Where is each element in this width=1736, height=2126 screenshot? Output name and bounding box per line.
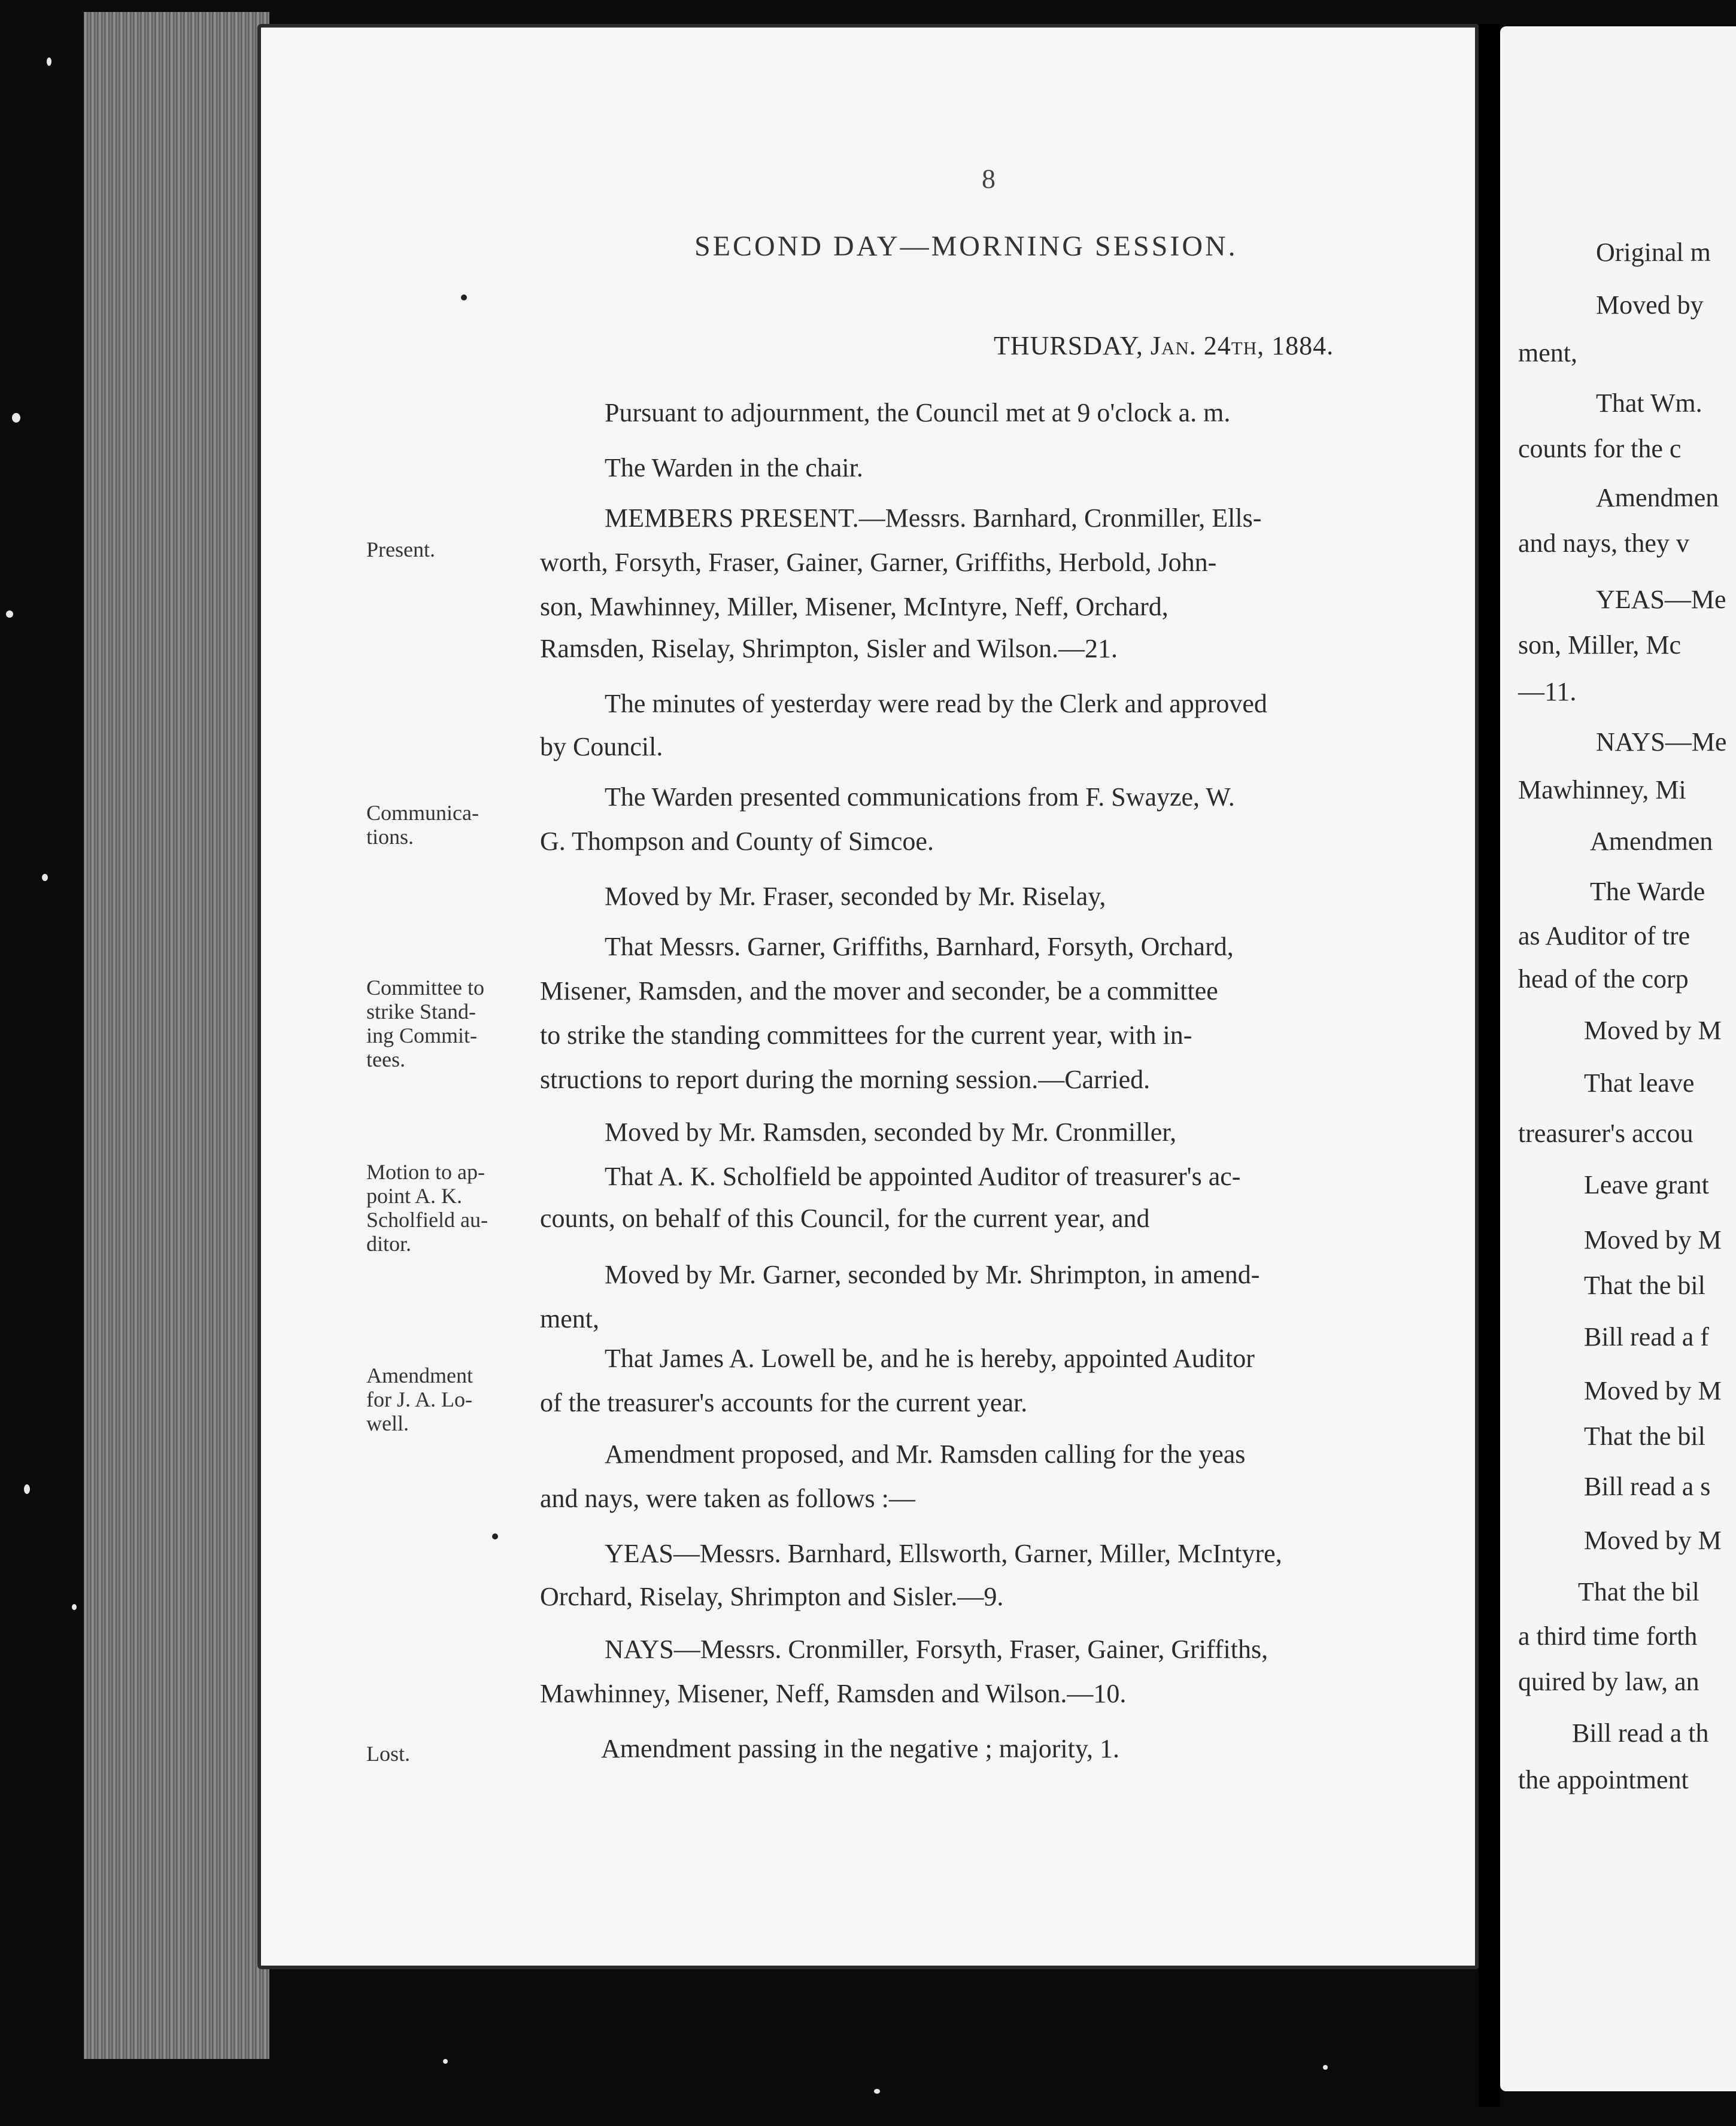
- right-line: Moved by M: [1584, 1016, 1722, 1045]
- body-line: counts, on behalf of this Council, for the current year, and: [540, 1204, 1150, 1233]
- right-line: Mawhinney, Mi: [1518, 775, 1686, 804]
- right-line: That the bil: [1584, 1422, 1705, 1451]
- ink-dot: [461, 294, 467, 300]
- body-line: The Warden in the chair.: [605, 453, 863, 482]
- body-line: ment,: [540, 1304, 599, 1334]
- body-line: Pursuant to adjournment, the Council met at 9 o'clock a. m.: [605, 398, 1231, 427]
- speck: [72, 1604, 77, 1610]
- page-number: 8: [982, 163, 996, 194]
- body-line: of the treasurer's accounts for the current year.: [540, 1388, 1028, 1417]
- right-line: Original m: [1596, 238, 1711, 267]
- ink-dot: [492, 1533, 498, 1539]
- body-line: MEMBERS PRESENT.—Messrs. Barnhard, Cronmiller, Ells-: [605, 503, 1262, 533]
- speck: [443, 2059, 448, 2064]
- body-line: The minutes of yesterday were read by the Clerk and approved: [605, 689, 1267, 718]
- right-line: head of the corp: [1518, 964, 1689, 994]
- body-line: Moved by Mr. Fraser, seconded by Mr. Riselay,: [605, 882, 1106, 911]
- date-line: THURSDAY, Jan. 24th, 1884.: [994, 331, 1334, 360]
- right-line: son, Miller, Mc: [1518, 630, 1681, 660]
- body-line: and nays, were taken as follows :—: [540, 1484, 915, 1513]
- body-line: structions to report during the morning session.—Carried.: [540, 1065, 1151, 1094]
- margin-note-lost: Lost.: [366, 1742, 411, 1766]
- right-line: Bill read a th: [1572, 1718, 1709, 1748]
- body-line: That Messrs. Garner, Griffiths, Barnhard, Forsyth, Orchard,: [605, 932, 1234, 961]
- right-line: as Auditor of tre: [1518, 921, 1691, 950]
- speck: [874, 2089, 880, 2094]
- margin-note-committee: Committee to strike Stand- ing Commit- tees.: [366, 976, 484, 1071]
- body-line: Amendment proposed, and Mr. Ramsden calling for the yeas: [605, 1439, 1246, 1469]
- right-line: the appointment: [1518, 1765, 1689, 1794]
- body-line: YEAS—Messrs. Barnhard, Ellsworth, Garner, Miller, McIntyre,: [605, 1539, 1282, 1568]
- right-line: Amendmen: [1590, 827, 1713, 856]
- body-line: Ramsden, Riselay, Shrimpton, Sisler and Wilson.—21.: [540, 634, 1118, 663]
- right-line: a third time forth: [1518, 1621, 1698, 1651]
- body-line: Amendment passing in the negative ; majority, 1.: [601, 1734, 1119, 1763]
- right-line: counts for the c: [1518, 434, 1682, 463]
- body-line: That A. K. Scholfield be appointed Auditor of treasurer's ac-: [605, 1162, 1241, 1191]
- body-line: worth, Forsyth, Fraser, Gainer, Garner, Griffiths, Herbold, John-: [540, 548, 1217, 577]
- margin-note-motion: Motion to ap- point A. K. Scholfield au- ditor.: [366, 1160, 488, 1256]
- body-line: Orchard, Riselay, Shrimpton and Sisler.—9.: [540, 1582, 1004, 1611]
- body-line: to strike the standing committees for the current year, with in-: [540, 1021, 1192, 1050]
- margin-note-communications: Communica- tions.: [366, 801, 479, 849]
- right-line: That leave: [1584, 1068, 1695, 1098]
- speck: [12, 413, 20, 423]
- right-line: —11.: [1518, 677, 1577, 706]
- body-line: Mawhinney, Misener, Neff, Ramsden and Wilson.—10.: [540, 1679, 1127, 1708]
- body-line: Moved by Mr. Garner, seconded by Mr. Shrimpton, in amend-: [605, 1260, 1260, 1289]
- speck: [42, 874, 48, 881]
- body-line: That James A. Lowell be, and he is hereby, appointed Auditor: [605, 1344, 1255, 1373]
- right-line: quired by law, an: [1518, 1667, 1699, 1696]
- right-line: Bill read a f: [1584, 1322, 1709, 1351]
- right-line: and nays, they v: [1518, 529, 1689, 558]
- right-line: The Warde: [1590, 877, 1705, 906]
- right-line: Bill read a s: [1584, 1472, 1711, 1501]
- speck: [6, 611, 13, 618]
- body-line: G. Thompson and County of Simcoe.: [540, 827, 934, 856]
- running-title: SECOND DAY—MORNING SESSION.: [694, 230, 1238, 262]
- speck: [1323, 2065, 1328, 2070]
- margin-note-present: Present.: [366, 537, 435, 561]
- speck: [47, 57, 51, 66]
- body-line: NAYS—Messrs. Cronmiller, Forsyth, Fraser, Gainer, Griffiths,: [605, 1635, 1268, 1664]
- right-line: Moved by M: [1584, 1376, 1722, 1405]
- right-line: YEAS—Me: [1596, 585, 1726, 614]
- right-line: That the bil: [1578, 1577, 1699, 1606]
- right-line: ment,: [1518, 338, 1577, 368]
- right-line: Moved by M: [1584, 1526, 1722, 1555]
- body-line: by Council.: [540, 732, 663, 761]
- right-line: Moved by: [1596, 290, 1704, 320]
- right-line: treasurer's accou: [1518, 1119, 1693, 1148]
- body-line: Moved by Mr. Ramsden, seconded by Mr. Cronmiller,: [605, 1117, 1177, 1147]
- body-line: Misener, Ramsden, and the mover and seconder, be a committee: [540, 976, 1218, 1006]
- right-page: [1500, 26, 1736, 2091]
- right-line: Leave grant: [1584, 1170, 1709, 1199]
- body-line: son, Mawhinney, Miller, Misener, McIntyre, Neff, Orchard,: [540, 592, 1169, 621]
- right-line: That the bil: [1584, 1271, 1705, 1300]
- body-line: The Warden presented communications from F. Swayze, W.: [605, 782, 1235, 812]
- book-spine: [1479, 24, 1500, 2107]
- right-line: Moved by M: [1584, 1225, 1722, 1255]
- margin-note-amendment: Amendment for J. A. Lo- well.: [366, 1363, 473, 1435]
- right-line: That Wm.: [1596, 388, 1702, 418]
- right-line: Amendmen: [1596, 483, 1719, 512]
- right-line: NAYS—Me: [1596, 727, 1727, 757]
- book-page-edges: [84, 12, 269, 2059]
- speck: [24, 1484, 30, 1494]
